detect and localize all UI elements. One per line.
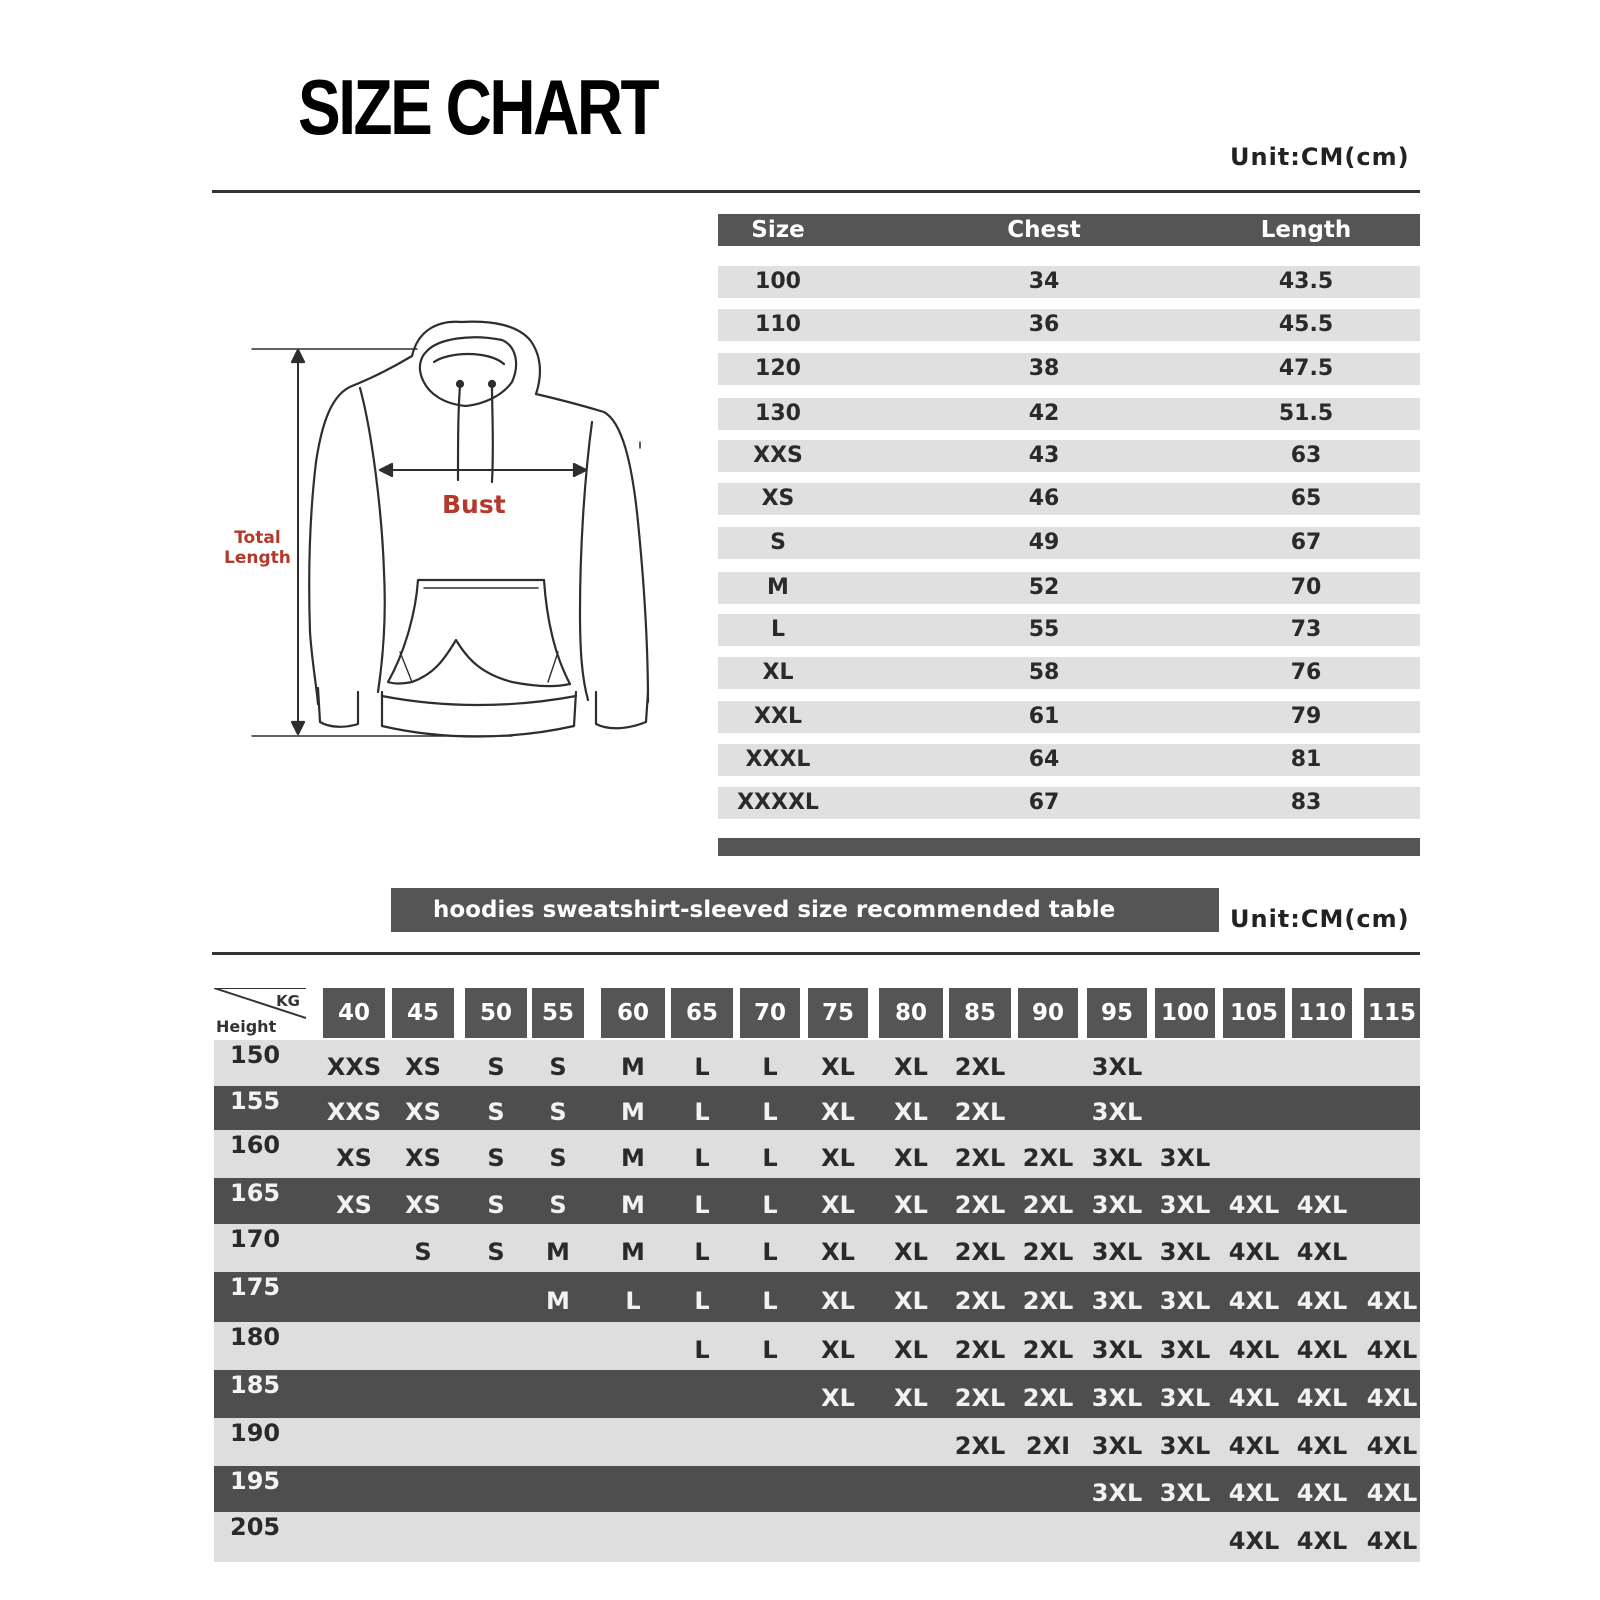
size-cell: 110	[755, 312, 801, 337]
size-recommendation-cell: 4XL	[1228, 1432, 1280, 1460]
size-recommendation-cell: 3XL	[1159, 1479, 1211, 1507]
size-table-row	[718, 309, 1420, 341]
size-recommendation-cell: M	[621, 1191, 645, 1219]
kg-column-header: 90	[1018, 988, 1078, 1038]
size-recommendation-cell: 3XL	[1091, 1287, 1143, 1315]
size-recommendation-cell: 4XL	[1296, 1336, 1348, 1364]
kg-column-header: 50	[465, 988, 527, 1038]
size-recommendation-cell: 4XL	[1296, 1384, 1348, 1412]
size-recommendation-cell: S	[549, 1191, 567, 1219]
size-recommendation-cell: 3XL	[1091, 1053, 1143, 1081]
size-recommendation-cell: XL	[894, 1384, 928, 1412]
size-recommendation-cell: L	[762, 1053, 778, 1081]
size-recommendation-cell: 3XL	[1091, 1191, 1143, 1219]
recommended-table-row	[214, 1370, 1420, 1418]
recommended-table-row	[214, 1322, 1420, 1370]
size-cell: XXS	[753, 443, 803, 468]
size-recommendation-cell: XS	[405, 1144, 441, 1172]
length-cell: 65	[1290, 486, 1322, 511]
size-table-row	[718, 483, 1420, 515]
size-recommendation-cell: 3XL	[1159, 1144, 1211, 1172]
size-recommendation-cell: L	[694, 1191, 710, 1219]
size-recommendation-cell: XL	[894, 1287, 928, 1315]
size-recommendation-cell: L	[694, 1144, 710, 1172]
size-recommendation-cell: 4XL	[1366, 1527, 1418, 1555]
total-length-label	[224, 528, 291, 568]
size-table-row	[718, 527, 1420, 559]
size-recommendation-cell: XL	[821, 1191, 855, 1219]
size-recommendation-cell: S	[549, 1053, 567, 1081]
height-cell: 180	[230, 1323, 281, 1351]
size-recommendation-cell: 3XL	[1091, 1432, 1143, 1460]
recommended-table-banner	[391, 888, 1219, 932]
size-recommendation-cell: 2XL	[954, 1238, 1006, 1266]
recommended-table-row	[214, 1130, 1420, 1178]
size-recommendation-cell: 4XL	[1228, 1336, 1280, 1364]
size-recommendation-cell: XL	[894, 1098, 928, 1126]
kg-column-header: 60	[601, 988, 665, 1038]
size-recommendation-cell: XL	[821, 1336, 855, 1364]
height-cell: 185	[230, 1371, 281, 1399]
size-recommendation-cell: L	[762, 1191, 778, 1219]
size-recommendation-cell: 4XL	[1228, 1191, 1280, 1219]
size-recommendation-cell: M	[621, 1098, 645, 1126]
chest-cell: 38	[1028, 356, 1060, 381]
size-recommendation-cell: 4XL	[1296, 1238, 1348, 1266]
size-recommendation-cell: S	[487, 1144, 505, 1172]
kg-column-header: 75	[808, 988, 868, 1038]
size-cell: 120	[755, 356, 801, 381]
size-table-row	[718, 744, 1420, 776]
size-recommendation-cell: M	[621, 1144, 645, 1172]
size-recommendation-cell: M	[546, 1238, 570, 1266]
size-recommendation-cell: 2XL	[1022, 1144, 1074, 1172]
height-cell: 150	[230, 1041, 281, 1069]
size-recommendation-cell: 3XL	[1091, 1238, 1143, 1266]
size-recommendation-cell: S	[487, 1238, 505, 1266]
size-cell: L	[770, 617, 786, 642]
height-cell: 205	[230, 1513, 281, 1541]
size-cell: XS	[761, 486, 795, 511]
size-recommendation-cell: 4XL	[1296, 1527, 1348, 1555]
size-recommendation-cell: 2XL	[1022, 1238, 1074, 1266]
height-cell: 160	[230, 1131, 281, 1159]
size-table-row	[718, 701, 1420, 733]
size-recommendation-cell: S	[549, 1144, 567, 1172]
chest-cell: 46	[1028, 486, 1060, 511]
bust-label: Bust	[442, 490, 506, 519]
size-recommendation-cell: 3XL	[1159, 1287, 1211, 1315]
size-recommendation-cell: L	[762, 1144, 778, 1172]
size-recommendation-cell: XL	[821, 1238, 855, 1266]
kg-column-header: 45	[392, 988, 454, 1038]
recommended-table-row	[214, 1224, 1420, 1272]
kg-column-header: 115	[1364, 988, 1420, 1038]
size-recommendation-cell: 2XL	[954, 1384, 1006, 1412]
length-cell: 45.5	[1278, 312, 1334, 337]
size-recommendation-cell: S	[549, 1098, 567, 1126]
size-recommendation-cell: XL	[821, 1384, 855, 1412]
banner-text: hoodies sweatshirt-sleeved size recommended table	[433, 897, 1116, 923]
size-recommendation-cell: 3XL	[1159, 1384, 1211, 1412]
size-cell: 130	[755, 401, 801, 426]
recommended-table-row	[214, 1418, 1420, 1466]
size-recommendation-cell: XL	[821, 1287, 855, 1315]
length-cell: 73	[1290, 617, 1322, 642]
length-cell: 63	[1290, 443, 1322, 468]
chest-cell: 55	[1028, 617, 1060, 642]
size-recommendation-cell: XS	[405, 1191, 441, 1219]
size-recommendation-cell: 2XL	[1022, 1287, 1074, 1315]
size-table-row	[718, 657, 1420, 689]
chest-cell: 36	[1028, 312, 1060, 337]
chest-cell: 42	[1028, 401, 1060, 426]
kg-column-header: 80	[879, 988, 943, 1038]
size-recommendation-cell: 3XL	[1091, 1336, 1143, 1364]
size-recommendation-cell: 2XL	[954, 1144, 1006, 1172]
size-recommendation-cell: 4XL	[1366, 1384, 1418, 1412]
size-recommendation-cell: S	[487, 1191, 505, 1219]
size-recommendation-cell: 2XL	[1022, 1191, 1074, 1219]
kg-label: KG	[276, 992, 300, 1010]
length-cell: 76	[1290, 660, 1322, 685]
size-recommendation-cell: L	[762, 1287, 778, 1315]
size-recommendation-cell: 2XI	[1025, 1432, 1071, 1460]
size-recommendation-cell: 3XL	[1159, 1191, 1211, 1219]
height-cell: 175	[230, 1273, 281, 1301]
kg-column-header: 65	[671, 988, 733, 1038]
size-recommendation-cell: XL	[894, 1191, 928, 1219]
chest-cell: 67	[1028, 790, 1060, 815]
size-recommendation-cell: 4XL	[1228, 1287, 1280, 1315]
chest-cell: 43	[1028, 443, 1060, 468]
size-recommendation-cell: 2XL	[954, 1053, 1006, 1081]
size-recommendation-cell: 3XL	[1091, 1479, 1143, 1507]
height-label: Height	[216, 1017, 277, 1036]
size-recommendation-cell: XS	[336, 1144, 372, 1172]
size-table-row	[718, 614, 1420, 646]
size-recommendation-cell: 3XL	[1091, 1384, 1143, 1412]
kg-column-header: 100	[1155, 988, 1215, 1038]
size-table-footer-bar	[718, 838, 1420, 856]
recommended-table-row	[214, 1178, 1420, 1224]
size-recommendation-cell: 4XL	[1296, 1479, 1348, 1507]
size-table-row	[718, 398, 1420, 430]
recommended-table-row	[214, 1272, 1420, 1322]
size-recommendation-cell: L	[762, 1098, 778, 1126]
length-cell: 47.5	[1278, 356, 1334, 381]
size-recommendation-cell: 2XL	[954, 1336, 1006, 1364]
length-cell: 79	[1290, 704, 1322, 729]
size-cell: XL	[762, 660, 794, 685]
size-recommendation-cell: S	[487, 1053, 505, 1081]
size-recommendation-cell: 4XL	[1366, 1432, 1418, 1460]
size-table-row	[718, 440, 1420, 472]
hoodie-diagram	[212, 312, 672, 756]
size-recommendation-cell: L	[694, 1336, 710, 1364]
size-recommendation-cell: M	[621, 1238, 645, 1266]
chest-cell: 34	[1028, 269, 1060, 294]
length-cell: 83	[1290, 790, 1322, 815]
kg-column-header: 105	[1223, 988, 1285, 1038]
size-recommendation-cell: L	[694, 1287, 710, 1315]
size-recommendation-cell: XL	[894, 1144, 928, 1172]
chest-cell: 58	[1028, 660, 1060, 685]
size-recommendation-cell: 4XL	[1228, 1527, 1280, 1555]
size-recommendation-cell: 3XL	[1159, 1238, 1211, 1266]
size-recommendation-cell: XS	[405, 1053, 441, 1081]
recommended-table-row	[214, 1466, 1420, 1512]
kg-column-header: 55	[532, 988, 584, 1038]
length-cell: 67	[1290, 530, 1322, 555]
size-recommendation-cell: 2XL	[954, 1098, 1006, 1126]
size-recommendation-cell: L	[762, 1238, 778, 1266]
size-cell: XXXL	[745, 747, 811, 772]
size-recommendation-cell: S	[414, 1238, 432, 1266]
height-cell: 190	[230, 1419, 281, 1447]
size-recommendation-cell: 4XL	[1228, 1384, 1280, 1412]
height-cell: 195	[230, 1467, 281, 1495]
total-length-label-line1: Total	[234, 528, 281, 548]
size-recommendation-cell: L	[762, 1336, 778, 1364]
size-cell: XXXXL	[737, 790, 819, 815]
size-recommendation-cell: 2XL	[1022, 1336, 1074, 1364]
size-cell: M	[767, 575, 789, 600]
size-recommendation-cell: 2XL	[954, 1191, 1006, 1219]
size-cell: S	[770, 530, 786, 555]
bottom-divider	[212, 952, 1420, 955]
size-recommendation-cell: L	[694, 1053, 710, 1081]
size-recommendation-cell: M	[621, 1053, 645, 1081]
size-recommendation-cell: 2XL	[954, 1432, 1006, 1460]
size-recommendation-cell: 4XL	[1366, 1479, 1418, 1507]
height-cell: 155	[230, 1087, 281, 1115]
length-cell: 70	[1290, 575, 1322, 600]
size-table-row	[718, 353, 1420, 385]
size-recommendation-cell: XS	[336, 1191, 372, 1219]
chest-header: Chest	[1007, 217, 1081, 243]
size-table-row	[718, 266, 1420, 298]
size-recommendation-cell: XXS	[326, 1098, 382, 1126]
size-recommendation-cell: M	[546, 1287, 570, 1315]
size-recommendation-cell: XL	[894, 1053, 928, 1081]
size-recommendation-cell: 4XL	[1296, 1432, 1348, 1460]
size-recommendation-cell: 4XL	[1366, 1287, 1418, 1315]
recommended-table-row	[214, 1512, 1420, 1562]
size-recommendation-cell: 4XL	[1366, 1336, 1418, 1364]
size-recommendation-cell: 3XL	[1091, 1144, 1143, 1172]
recommended-table-row	[214, 1086, 1420, 1130]
size-recommendation-cell: 3XL	[1091, 1098, 1143, 1126]
size-recommendation-cell: L	[694, 1098, 710, 1126]
length-header: Length	[1260, 217, 1352, 243]
length-cell: 43.5	[1278, 269, 1334, 294]
size-recommendation-cell: L	[694, 1238, 710, 1266]
height-cell: 170	[230, 1225, 281, 1253]
unit-label-top: Unit:CM(cm)	[1230, 143, 1410, 171]
size-recommendation-cell: 3XL	[1159, 1336, 1211, 1364]
kg-column-header: 85	[949, 988, 1011, 1038]
size-recommendation-cell: 4XL	[1228, 1238, 1280, 1266]
size-table-row	[718, 787, 1420, 819]
height-cell: 165	[230, 1179, 281, 1207]
chest-cell: 64	[1028, 747, 1060, 772]
chest-cell: 49	[1028, 530, 1060, 555]
chest-cell: 61	[1028, 704, 1060, 729]
size-recommendation-cell: XL	[821, 1053, 855, 1081]
size-recommendation-cell: 4XL	[1296, 1287, 1348, 1315]
size-recommendation-cell: 4XL	[1228, 1479, 1280, 1507]
size-recommendation-cell: XL	[894, 1336, 928, 1364]
size-recommendation-cell: XXS	[326, 1053, 382, 1081]
size-recommendation-cell: 2XL	[1022, 1384, 1074, 1412]
size-table-row	[718, 572, 1420, 604]
unit-label-bottom: Unit:CM(cm)	[1230, 905, 1410, 933]
kg-column-header: 70	[740, 988, 800, 1038]
size-recommendation-cell: L	[625, 1287, 641, 1315]
length-cell: 51.5	[1278, 401, 1334, 426]
size-cell: 100	[755, 269, 801, 294]
size-recommendation-cell: 3XL	[1159, 1432, 1211, 1460]
top-divider	[212, 190, 1420, 193]
chest-cell: 52	[1028, 575, 1060, 600]
size-recommendation-cell: S	[487, 1098, 505, 1126]
size-recommendation-cell: XL	[821, 1144, 855, 1172]
kg-column-header: 110	[1292, 988, 1352, 1038]
total-length-label-line2: Length	[224, 548, 291, 568]
size-header: Size	[751, 217, 805, 243]
size-cell: XXL	[754, 704, 802, 729]
recommended-table-row	[214, 1040, 1420, 1086]
size-recommendation-cell: 4XL	[1296, 1191, 1348, 1219]
corner-header	[214, 988, 306, 1038]
size-table-header	[718, 214, 1420, 246]
size-recommendation-cell: XL	[821, 1098, 855, 1126]
page-title: SIZE CHART	[298, 63, 658, 151]
size-recommendation-cell: 2XL	[954, 1287, 1006, 1315]
length-cell: 81	[1290, 747, 1322, 772]
size-recommendation-cell: XS	[405, 1098, 441, 1126]
kg-column-header: 40	[323, 988, 385, 1038]
size-recommendation-cell: XL	[894, 1238, 928, 1266]
kg-column-header: 95	[1087, 988, 1147, 1038]
